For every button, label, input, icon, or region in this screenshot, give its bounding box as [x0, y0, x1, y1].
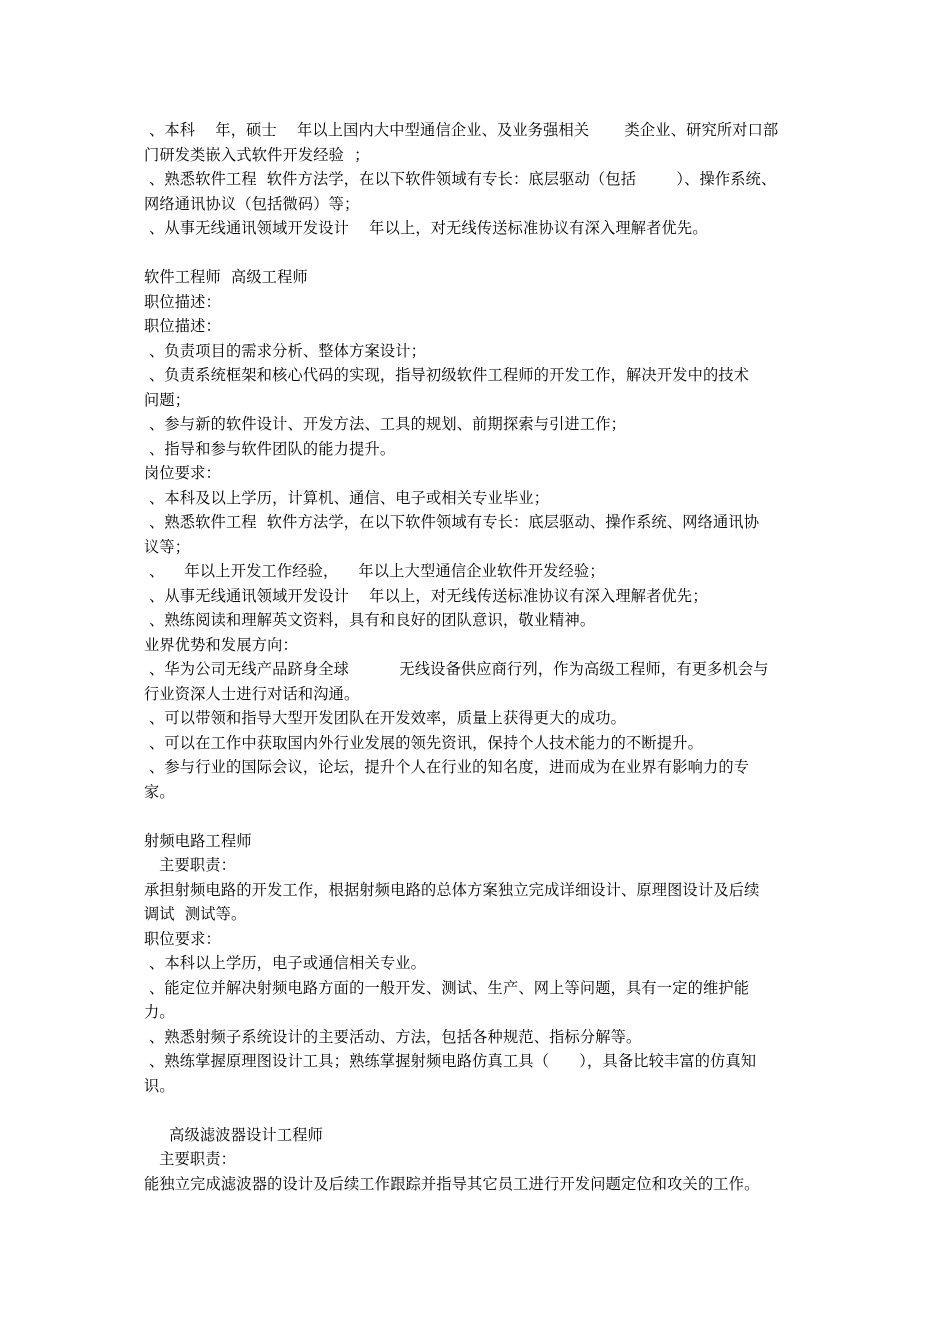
list-item: 、从事无线通讯领域开发设计 年以上，对无线传送标准协议有深入理解者优先； — [144, 586, 708, 605]
senior-filter-designer-section — [144, 1123, 810, 1197]
section-title: 高级滤波器设计工程师 — [144, 1125, 324, 1144]
section-spacer — [144, 1098, 810, 1123]
list-item: 、参与新的软件设计、开发方法、工具的规划、前期探索与引进工作； — [144, 415, 627, 433]
list-item-continuation: 议等； — [144, 537, 191, 556]
list-item: 、熟悉软件工程 软件方法学，在以下软件领域有专长：底层驱动、操作系统、网络通讯协 — [144, 513, 760, 531]
rf-circuit-engineer-section — [144, 829, 810, 1099]
list-item-continuation: 家。 — [144, 782, 175, 801]
section-spacer — [144, 241, 810, 266]
section-spacer — [144, 804, 810, 829]
list-item: 、熟练阅读和理解英文资料，具有和良好的团队意识，敬业精神。 — [144, 611, 596, 629]
paragraph-line: 调试 测试等。 — [144, 905, 247, 923]
paragraph-line: 能独立完成滤波器的设计及后续工作跟踪并指导其它员工进行开发问题定位和攻关的工作。 — [144, 1174, 760, 1193]
subheading: 职位要求： — [144, 929, 221, 948]
requirement-item-continuation: 门研发类嵌入式软件开发经验 ； — [144, 145, 370, 164]
list-item: 、熟悉射频子系统设计的主要活动、方法，包括各种规范、指标分解等。 — [144, 1027, 642, 1046]
list-item: 、指导和参与软件团队的能力提升。 — [144, 439, 396, 458]
list-item-continuation: 力。 — [144, 1003, 175, 1021]
subheading: 业界优势和发展方向： — [144, 635, 298, 654]
list-item: 、能定位并解决射频电路方面的一般开发、测试、生产、网上等问题，具有一定的维护能 — [144, 978, 750, 997]
list-item: 、本科及以上学历，计算机、通信、电子或相关专业毕业； — [144, 488, 550, 507]
subheading: 职位描述： — [144, 317, 221, 335]
list-item: 、华为公司无线产品跻身全球 无线设备供应商行列，作为高级工程师，有更多机会与 — [144, 660, 769, 678]
document-body — [144, 118, 810, 1196]
requirement-item: 、本科 年，硕士 年以上国内大中型通信企业、及业务强相关 类企业、研究所对口部 — [144, 121, 779, 139]
list-item-continuation: 问题； — [144, 390, 191, 409]
requirement-item-continuation: 网络通讯协议（包括微码）等； — [144, 194, 360, 213]
list-item-continuation: 识。 — [144, 1076, 175, 1095]
list-item-continuation: 行业资深人士进行对话和沟通。 — [144, 684, 360, 703]
list-item: 、可以带领和指导大型开发团队在开发效率，质量上获得更大的成功。 — [144, 709, 627, 727]
requirement-item: 、熟悉软件工程 软件方法学，在以下软件领域有专长：底层驱动（包括 ）、操作系统、 — [144, 170, 777, 188]
section-title: 射频电路工程师 — [144, 831, 252, 850]
list-item: 、负责系统框架和核心代码的实现，指导初级软件工程师的开发工作，解决开发中的技术 — [144, 366, 750, 384]
list-item: 、熟练掌握原理图设计工具；熟练掌握射频电路仿真工具（ ），具备比较丰富的仿真知 — [144, 1052, 757, 1070]
list-item: 、本科以上学历，电子或通信相关专业。 — [144, 954, 427, 972]
requirements-continued-section — [144, 118, 810, 241]
subheading: 主要职责： — [144, 1150, 237, 1168]
list-item: 、参与行业的国际会议，论坛，提升个人在行业的知名度，进而成为在业界有影响力的专 — [144, 758, 750, 776]
section-title: 软件工程师 高级工程师 — [144, 268, 308, 286]
subheading: 职位描述： — [144, 292, 221, 311]
subheading: 岗位要求： — [144, 464, 221, 482]
list-item: 、负责项目的需求分析、整体方案设计； — [144, 341, 427, 360]
requirement-item: 、从事无线通讯领域开发设计 年以上，对无线传送标准协议有深入理解者优先。 — [144, 219, 708, 237]
list-item: 、可以在工作中获取国内外行业发展的领先资讯，保持个人技术能力的不断提升。 — [144, 733, 703, 752]
subheading: 主要职责： — [144, 856, 237, 874]
senior-software-engineer-section — [144, 265, 810, 804]
list-item: 、 年以上开发工作经验， 年以上大型通信企业软件开发经验； — [144, 562, 605, 580]
paragraph-line: 承担射频电路的开发工作，根据射频电路的总体方案独立完成详细设计、原理图设计及后续 — [144, 880, 760, 899]
